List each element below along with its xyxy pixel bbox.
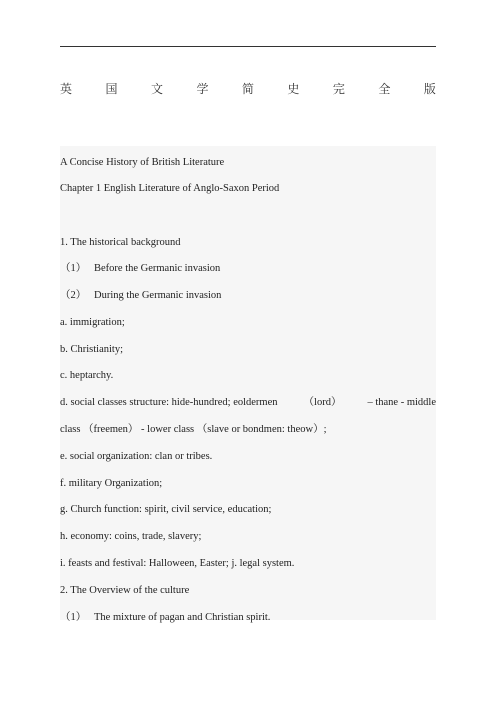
subsection-number: （1）: [60, 612, 87, 623]
subsection-text: Before the Germanic invasion: [94, 263, 221, 274]
title-char: 全: [378, 82, 391, 96]
book-title: A Concise History of British Literature: [60, 157, 225, 168]
subsection-1: [60, 611, 440, 625]
subsection-text: The mixture of pagan and Christian spirit.: [94, 612, 271, 623]
subsection-1: [60, 262, 440, 276]
subsection-number: （1）: [60, 263, 87, 274]
section-heading: 1. The historical background: [60, 237, 181, 248]
list-item-b: b. Christianity;: [60, 344, 123, 355]
section-heading: 2. The Overview of the culture: [60, 585, 190, 596]
title-char: 史: [287, 82, 300, 96]
list-item-d-part: （lord）: [303, 397, 342, 408]
list-item-c: c. heptarchy.: [60, 370, 114, 381]
title-char: 学: [196, 82, 209, 96]
chapter-title: Chapter 1 English Literature of Anglo-Saxon Period: [60, 183, 280, 194]
title-char: 英: [60, 82, 73, 96]
list-item-h: h. economy: coins, trade, slavery;: [60, 531, 202, 542]
header-rule: [60, 46, 436, 47]
title-char: 简: [241, 82, 254, 96]
title-char: 完: [332, 82, 345, 96]
list-item-d-line2: class （freemen） - lower class （slave or bondmen: theow）;: [60, 424, 327, 435]
title-char: 版: [423, 82, 436, 96]
list-item-d-part: d. social classes structure: hide-hundred; eoldermen: [60, 397, 278, 408]
title-char: 国: [105, 82, 118, 96]
list-item-d-line1: [60, 396, 436, 410]
document-title: [60, 80, 436, 98]
list-item-g: g. Church function: spirit, civil service, education;: [60, 504, 272, 515]
list-item-i: i. feasts and festival: Halloween, Easter; j. legal system.: [60, 558, 295, 569]
subsection-number: （2）: [60, 290, 87, 301]
title-char: 文: [150, 82, 163, 96]
list-item-d-part: – thane - middle: [367, 397, 436, 408]
subsection-text: During the Germanic invasion: [94, 290, 222, 301]
list-item-e: e. social organization: clan or tribes.: [60, 451, 213, 462]
content-panel: [60, 146, 436, 620]
list-item-f: f. military Organization;: [60, 478, 163, 489]
subsection-2: [60, 289, 440, 303]
list-item-a: a. immigration;: [60, 317, 125, 328]
